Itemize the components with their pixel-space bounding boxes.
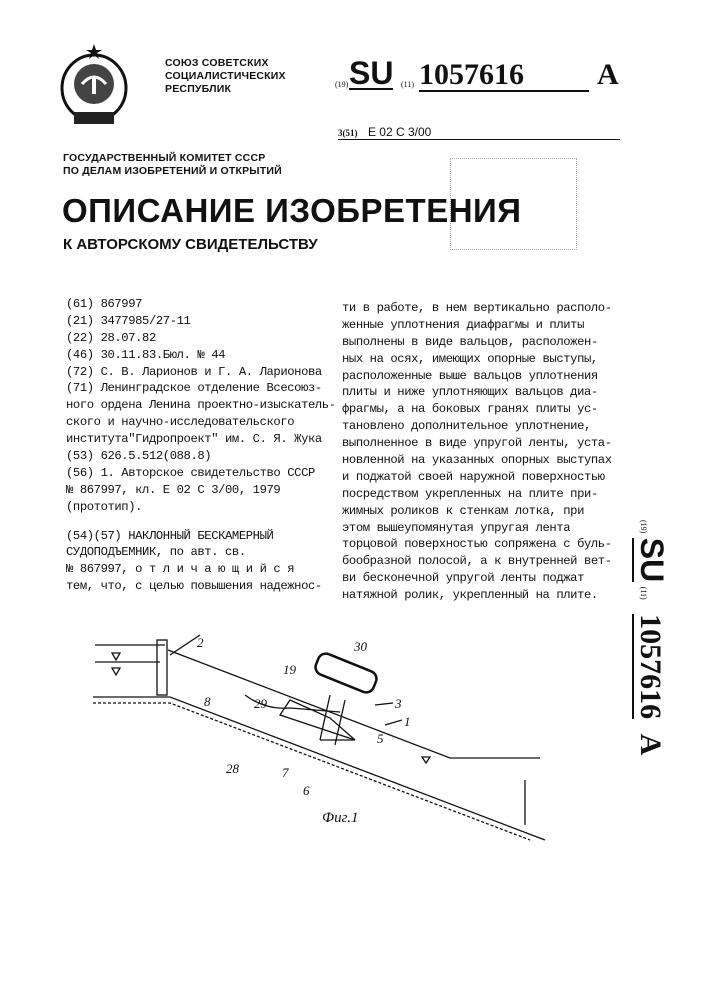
- patent-page: [0, 0, 707, 1000]
- union-line: СОЦИАЛИСТИЧЕСКИХ: [165, 70, 286, 83]
- text-line: выполнены в виде вальцов, расположен-: [342, 334, 612, 351]
- union-line: СОЮЗ СОВЕТСКИХ: [165, 57, 286, 70]
- text-line: ного ордена Ленина проектно-изыскатель-: [66, 397, 336, 414]
- text-line: тановлено дополнительное уплотнение,: [342, 418, 612, 435]
- ussr-emblem-icon: [58, 40, 130, 132]
- patent-number: 1057616: [419, 60, 589, 92]
- text-line: (21) 3477985/27-11: [66, 313, 336, 330]
- label-28: 28: [226, 762, 239, 776]
- text-line: новленной на указанных опорных выступах: [342, 452, 612, 469]
- text-line: и поджатой своей наружной поверхностью: [342, 469, 612, 486]
- document-subtitle: К АВТОРСКОМУ СВИДЕТЕЛЬСТВУ: [63, 236, 318, 253]
- label-19: 19: [283, 663, 296, 677]
- text-line: фрагмы, а на боковых гранях плиты ус-: [342, 401, 612, 418]
- side-kind: A: [634, 734, 667, 756]
- committee-line: ПО ДЕЛАМ ИЗОБРЕТЕНИЙ И ОТКРЫТИЙ: [63, 165, 282, 178]
- text-line: бообразной полосой, а к внутренней вет-: [342, 553, 612, 570]
- text-line: института"Гидропроект" им. С. Я. Жука: [66, 431, 336, 448]
- text-line: (61) 867997: [66, 296, 336, 313]
- text-line: плиты и ниже уплотняющих вальцов диа-: [342, 384, 612, 401]
- code-19: (19): [335, 80, 348, 89]
- text-line: (46) 30.11.83.Бюл. № 44: [66, 347, 336, 364]
- document-title: ОПИСАНИЕ ИЗОБРЕТЕНИЯ: [62, 192, 521, 230]
- label-2: 2: [197, 636, 204, 650]
- label-30: 30: [354, 640, 367, 654]
- text-line: (53) 626.5.512(088.8): [66, 448, 336, 465]
- figure-1-drawing: [0, 620, 600, 860]
- side-code-19: (19): [639, 520, 648, 533]
- label-8: 8: [204, 695, 211, 709]
- label-3: 3: [395, 697, 402, 711]
- label-7: 7: [282, 766, 289, 780]
- text-line: № 867997, кл. E 02 C 3/00, 1979: [66, 482, 336, 499]
- text-line: (прототип).: [66, 499, 336, 516]
- text-line: № 867997, о т л и ч а ю щ и й с я: [66, 561, 336, 578]
- label-5: 5: [377, 732, 384, 746]
- class-code: E 02 C 3/00: [368, 125, 431, 139]
- text-line: женные уплотнения диафрагмы и плиты: [342, 317, 612, 334]
- text-line: ти в работе, в нем вертикально располо-: [342, 300, 612, 317]
- text-line: тем, что, с целью повышения надежнос-: [66, 578, 336, 595]
- text-line: ви бесконечной упругой ленты поджат: [342, 570, 612, 587]
- claim-column: [342, 300, 612, 604]
- side-code-11: (11): [639, 587, 648, 600]
- committee-line: ГОСУДАРСТВЕННЫЙ КОМИТЕТ СССР: [63, 152, 282, 165]
- label-6: 6: [303, 784, 310, 798]
- figure-caption: Фиг.1: [322, 810, 358, 826]
- side-patent-id: [634, 520, 670, 810]
- text-line: (56) 1. Авторское свидетельство СССР: [66, 465, 336, 482]
- label-29: 29: [254, 697, 267, 711]
- spacer: [66, 516, 336, 528]
- text-line: жимных роликов к стенкам лотка, при: [342, 503, 612, 520]
- text-line: (54)(57) НАКЛОННЫЙ БЕСКАМЕРНЫЙ: [66, 528, 336, 545]
- kind-code: A: [597, 60, 619, 90]
- text-line: ского и научно-исследовательского: [66, 414, 336, 431]
- label-1: 1: [404, 715, 411, 729]
- class-prefix: 3(51): [338, 128, 358, 138]
- code-11: (11): [401, 80, 414, 89]
- class-line: [338, 123, 620, 140]
- side-country: SU: [632, 538, 670, 582]
- country-code: SU: [349, 58, 393, 90]
- text-line: этом вышеупомянутая упругая лента: [342, 520, 612, 537]
- text-line: расположенные выше вальцов уплотнения: [342, 368, 612, 385]
- text-line: (72) С. В. Ларионов и Г. А. Ларионова: [66, 364, 336, 381]
- bibliographic-column: [66, 296, 336, 595]
- text-line: ных на осях, имеющих опорные выступы,: [342, 351, 612, 368]
- patent-id: [335, 62, 620, 92]
- text-line: натяжной ролик, укрепленный на плите.: [342, 587, 612, 604]
- text-line: СУДОПОДЪЕМНИК, по авт. св.: [66, 544, 336, 561]
- side-number: 1057616: [632, 614, 667, 719]
- text-line: торцовой поверхностью сопряжена с буль-: [342, 536, 612, 553]
- text-line: (71) Ленинградское отделение Всесоюз-: [66, 380, 336, 397]
- text-line: посредством укрепленных на плите при-: [342, 486, 612, 503]
- text-line: (22) 28.07.82: [66, 330, 336, 347]
- text-line: выполненное в виде упругой ленты, уста-: [342, 435, 612, 452]
- union-line: РЕСПУБЛИК: [165, 83, 286, 96]
